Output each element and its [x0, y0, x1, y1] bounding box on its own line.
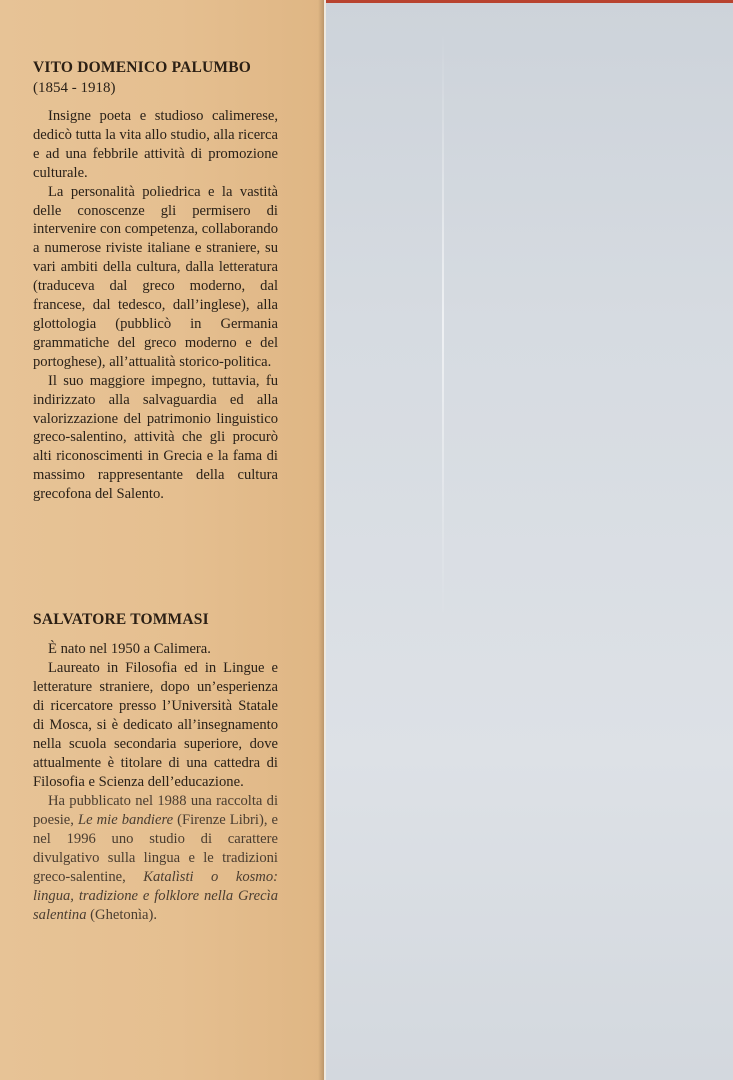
author-bio-tommasi: [33, 610, 278, 925]
bio-heading-palumbo: VITO DOMENICO PALUMBO: [33, 59, 252, 76]
cover-flap: [0, 0, 324, 1080]
bio-dates-palumbo: (1854 - 1918): [33, 80, 116, 96]
book-title-katalisti-o-kosmo: Katalìsti o kosmo: lingua, tradizione e folklore nella Grecìa salentina: [33, 869, 278, 923]
publications-text: Ha pubblicato nel 1988 una raccolta di poesie,: [33, 793, 278, 828]
paper-crease: [442, 30, 444, 620]
bio-paragraph: Laureato in Filosofia ed in Lingue e letterature straniere, dopo un’esperienza di ricercatore presso l’Università Statale di Mosca, si è dedicato all’insegnamento nella scuola secondaria superiore, dove attualmente è titolare di una cattedra di Filosofia e Scienza dell’educazione.: [33, 660, 278, 790]
bio-paragraph: È nato nel 1950 a Calimera.: [48, 641, 211, 657]
publications-text: (Firenze Libri), e nel 1996 uno studio di carattere divulgativo sulla lingua e le tradizioni greco-salentine,: [33, 812, 278, 885]
publications-text: (Ghetonìa).: [86, 907, 158, 923]
bio-paragraph: Insigne poeta e studioso calimerese, dedicò tutta la vita allo studio, alla ricerca e ad una febbrile attività di promozione culturale.: [33, 108, 278, 181]
bio-paragraph-publications: [33, 792, 278, 925]
bio-paragraph: La personalità poliedrica e la vastità delle conoscenze gli permisero di intervenire con competenza, collaborando a numerose riviste italiane e straniere, su vari ambiti della cultura, dalla letteratura (traduceva dal greco moderno, dal francese, dal tedesco, dall’inglese), alla glottologia (pubblicò in Germania grammatiche del greco moderno e del portoghese), all’attualità storico-politica.: [33, 183, 278, 370]
cover-top-edge: [326, 0, 733, 3]
bio-heading-tommasi: SALVATORE TOMMASI: [33, 611, 209, 628]
author-bio-palumbo: [33, 58, 278, 504]
bio-paragraph: Il suo maggiore impegno, tuttavia, fu indirizzato alla salvaguardia ed alla valorizzazione del patrimonio linguistico greco-salentino, attività che gli procurò alti riconoscimenti in Grecia e la fama di massimo rappresentante della cultura grecofona del Salento.: [33, 372, 278, 503]
book-title-le-mie-bandiere: Le mie bandiere: [77, 812, 174, 828]
blank-paper-panel: [324, 0, 733, 1080]
